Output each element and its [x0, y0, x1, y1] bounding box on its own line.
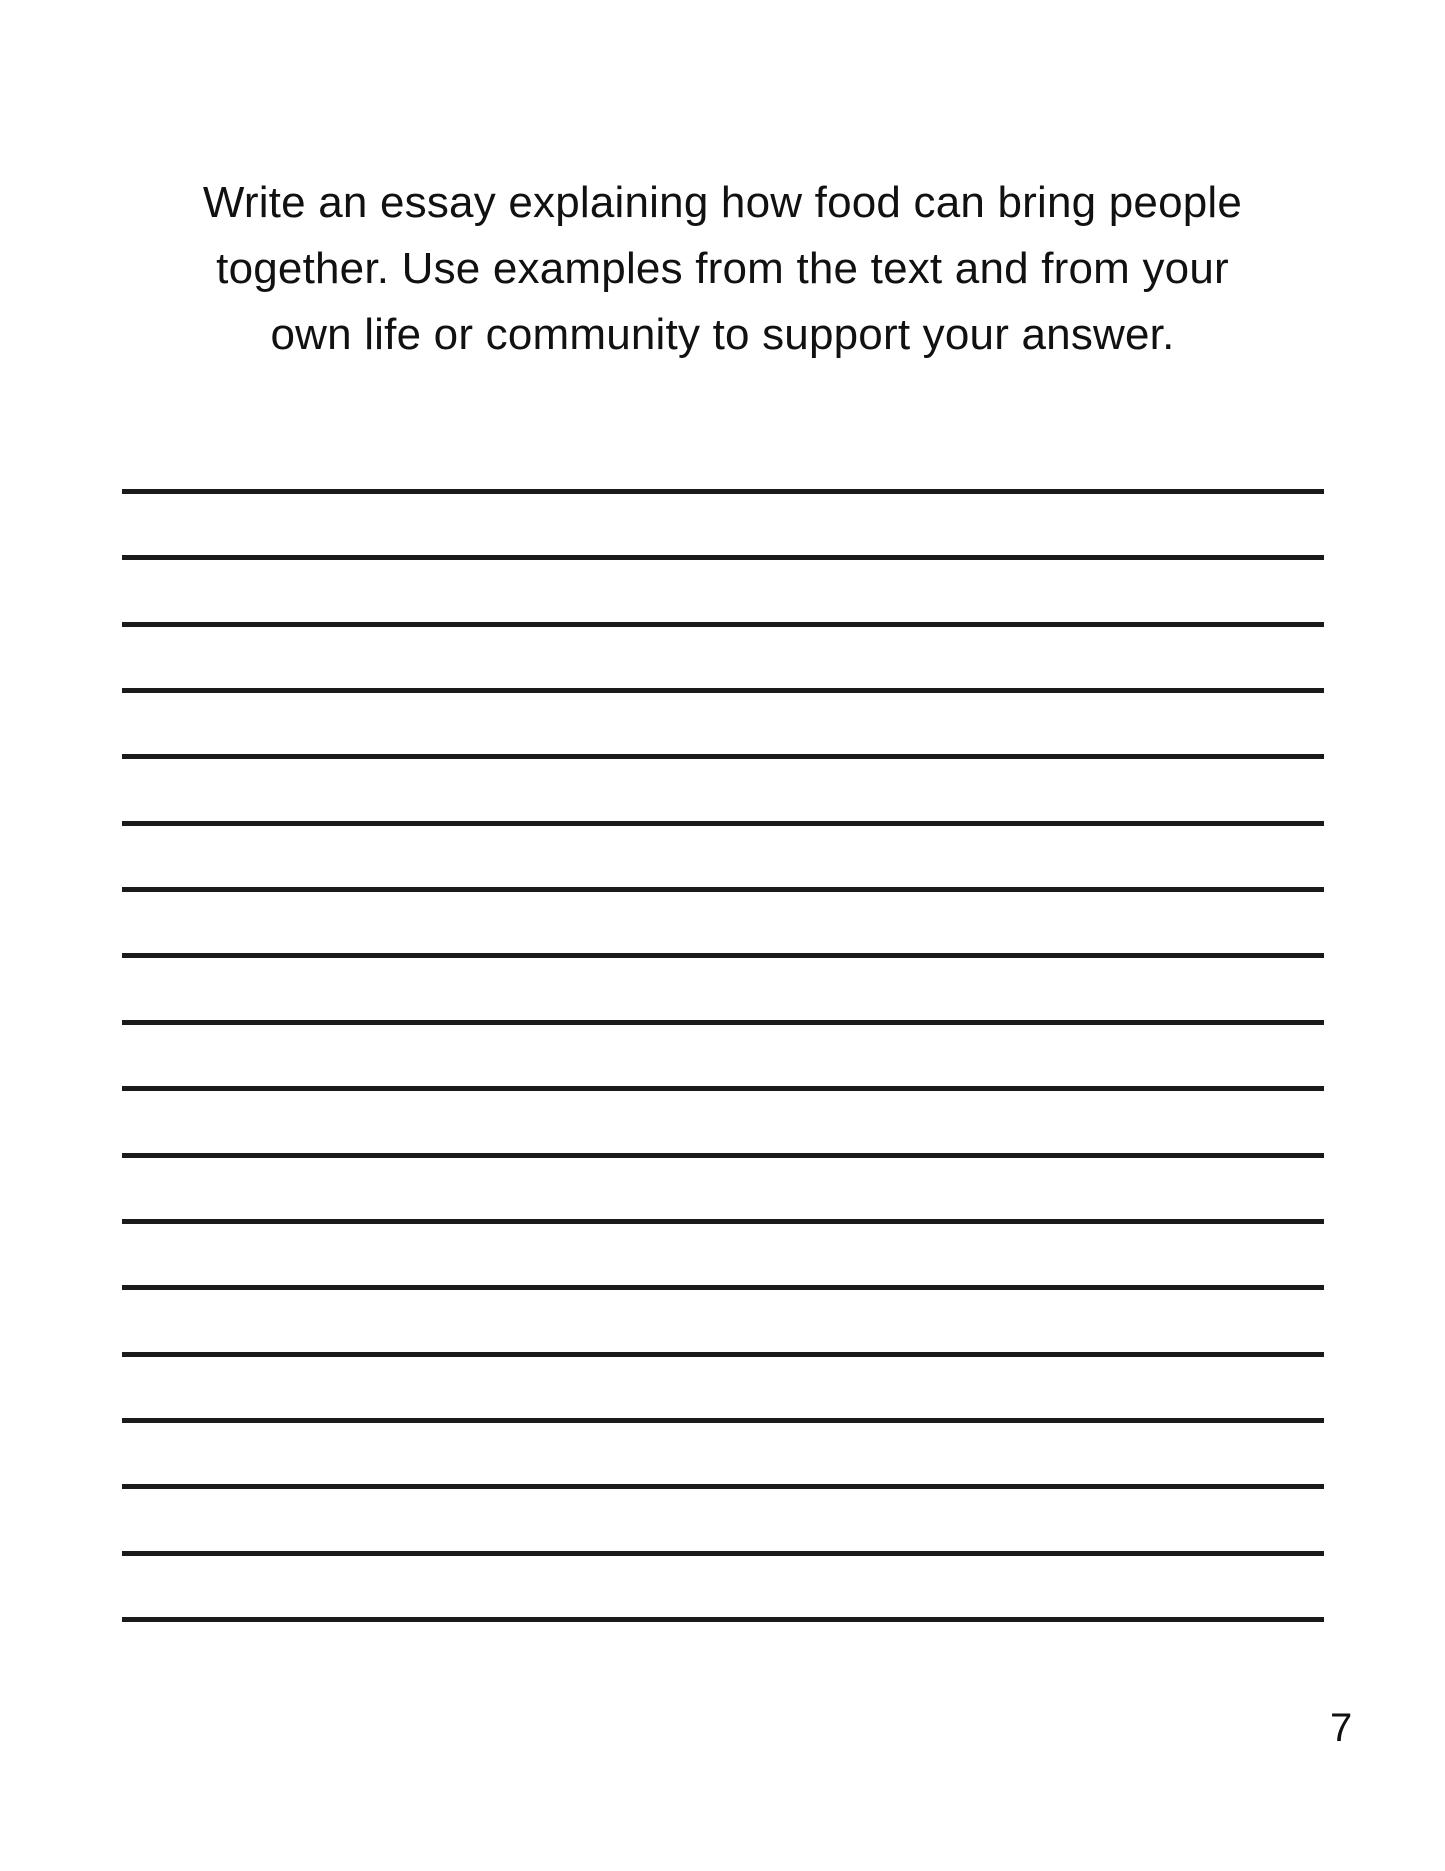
answer-line	[122, 1020, 1324, 1025]
answer-line	[122, 1285, 1324, 1290]
essay-prompt	[0, 170, 1445, 368]
prompt-line: Write an essay explaining how food can bring people	[202, 178, 1243, 227]
answer-line	[122, 688, 1324, 693]
answer-line	[122, 1418, 1324, 1423]
answer-line	[122, 754, 1324, 759]
answer-line	[122, 1219, 1324, 1224]
answer-line	[122, 1153, 1324, 1158]
answer-line	[122, 489, 1324, 494]
answer-line	[122, 1086, 1324, 1091]
page-number: 7	[1330, 1706, 1353, 1750]
answer-line	[122, 953, 1324, 958]
answer-line	[122, 1617, 1324, 1622]
answer-line	[122, 555, 1324, 560]
answer-line	[122, 1484, 1324, 1489]
answer-line	[122, 1551, 1324, 1556]
answer-line	[122, 821, 1324, 826]
prompt-line: together. Use examples from the text and from your	[216, 244, 1229, 293]
answer-line	[122, 887, 1324, 892]
answer-line	[122, 622, 1324, 627]
answer-line	[122, 1352, 1324, 1357]
prompt-line: own life or community to support your answer.	[270, 310, 1175, 359]
